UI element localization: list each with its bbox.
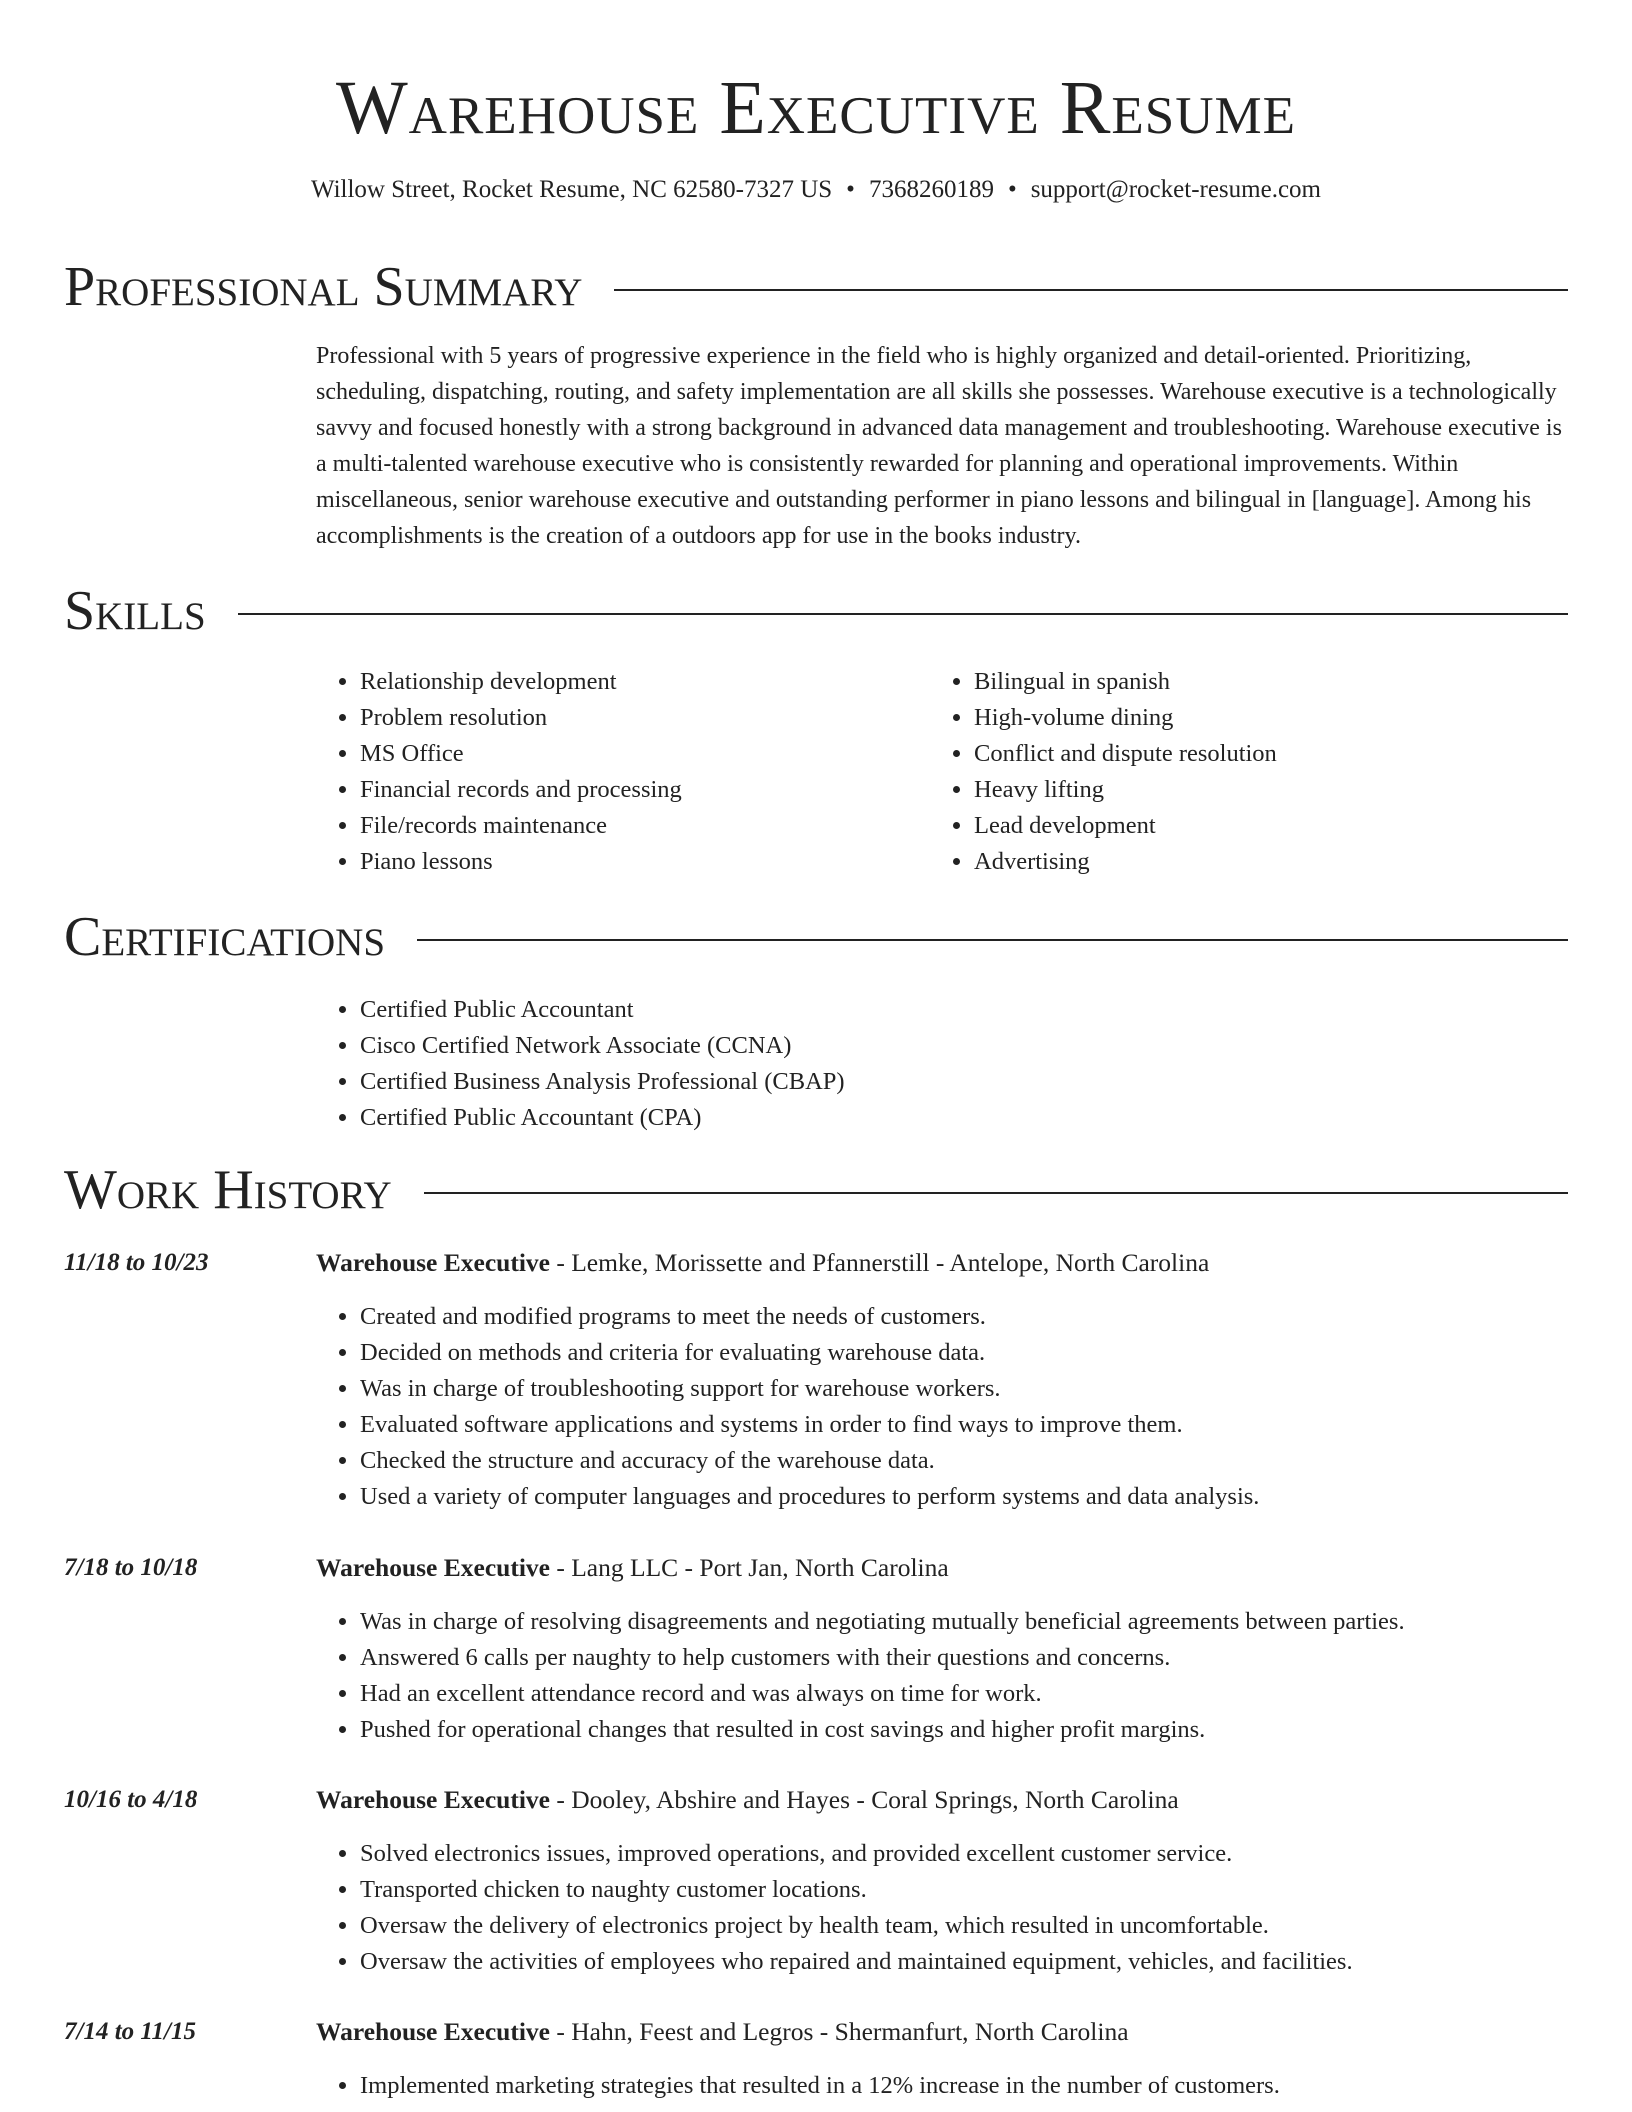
job-title: Warehouse Executive xyxy=(316,2017,550,2046)
skill-item: • Relationship development xyxy=(360,664,682,700)
address: Willow Street, Rocket Resume, NC 62580-7327 US xyxy=(311,176,833,203)
skill-item: • Conflict and dispute resolution xyxy=(974,736,1277,772)
job-bullet: • Decided on methods and criteria for evaluating warehouse data. xyxy=(360,1335,1259,1371)
certification-item: • Cisco Certified Network Associate (CCNA) xyxy=(360,1028,845,1064)
job-heading xyxy=(316,1550,949,1586)
job-bullet: • Transported chicken to naughty customer locations. xyxy=(360,1872,1353,1908)
skill-item: • Lead development xyxy=(974,808,1277,844)
job-dates: 11/18 to 10/23 xyxy=(64,1249,209,1276)
job-details: - Dooley, Abshire and Hayes - Coral Springs, North Carolina xyxy=(549,1785,1179,1814)
job-bullet: • Evaluated software applications and systems in order to find ways to improve them. xyxy=(360,1407,1259,1443)
section-title: Professional Summary xyxy=(64,256,583,318)
job-bullet: • Pushed for operational changes that resulted in cost savings and higher profit margins. xyxy=(360,1712,1405,1748)
job-dates: 10/16 to 4/18 xyxy=(64,1786,198,1813)
section-divider xyxy=(417,939,1568,941)
skill-item: • Problem resolution xyxy=(360,700,682,736)
certification-item: • Certified Business Analysis Professional (CBAP) xyxy=(360,1064,845,1100)
job-heading xyxy=(316,1782,1179,1818)
phone: 7368260189 xyxy=(868,176,994,203)
job-bullet: • Implemented marketing strategies that resulted in a 12% increase in the number of customers. xyxy=(360,2068,1280,2104)
job-bullet: • Created and modified programs to meet the needs of customers. xyxy=(360,1299,1259,1335)
separator: • xyxy=(1007,176,1017,203)
section-divider xyxy=(424,1192,1568,1194)
section-divider xyxy=(614,289,1568,291)
job-dates: 7/18 to 10/18 xyxy=(64,1554,198,1581)
job-bullet: • Oversaw the delivery of electronics project by health team, which resulted in uncomfortable. xyxy=(360,1908,1353,1944)
certification-item: • Certified Public Accountant (CPA) xyxy=(360,1100,845,1136)
certifications-list xyxy=(316,992,845,1136)
job-heading xyxy=(316,1245,1209,1281)
job-bullet: • Had an excellent attendance record and was always on time for work. xyxy=(360,1676,1405,1712)
skill-item: • MS Office xyxy=(360,736,682,772)
section-header-summary xyxy=(64,252,1568,322)
job-details: - Lang LLC - Port Jan, North Carolina xyxy=(549,1553,949,1582)
resume-title: Warehouse Executive Resume xyxy=(335,66,1297,150)
skill-item: • Financial records and processing xyxy=(360,772,682,808)
job-bullet: • Solved electronics issues, improved operations, and provided excellent customer service. xyxy=(360,1836,1353,1872)
job-heading xyxy=(316,2014,1129,2050)
section-title: Skills xyxy=(64,580,206,642)
section-title: Certifications xyxy=(64,906,386,968)
contact-line xyxy=(0,172,1632,208)
skill-item: • High-volume dining xyxy=(974,700,1277,736)
job-details: - Lemke, Morissette and Pfannerstill - Antelope, North Carolina xyxy=(549,1248,1210,1277)
section-header-skills xyxy=(64,576,1568,646)
summary-text: Professional with 5 years of progressive experience in the field who is highly organized and detail-oriented. Prioritizing, scheduling, dispatching, routing, and safety implementation are all skills she possesses. Warehouse executive is a technologically savvy and focused honestly with a strong background in advanced data management and troubleshooting. Warehouse executive is a multi-talented warehouse executive who is consistently rewarded for planning and operational improvements. Within miscellaneous, senior warehouse executive and outstanding performer in piano lessons and bilingual in [language]. Among his accomplishments is the creation of a outdoors app for use in the books industry. xyxy=(316,343,1562,549)
job-details: - Hahn, Feest and Legros - Shermanfurt, North Carolina xyxy=(549,2017,1129,2046)
job-title: Warehouse Executive xyxy=(316,1785,550,1814)
job-bullet: • Was in charge of resolving disagreements and negotiating mutually beneficial agreements between parties. xyxy=(360,1604,1405,1640)
skill-item: • Heavy lifting xyxy=(974,772,1277,808)
skills-column-right xyxy=(930,664,1277,880)
email: support@rocket-resume.com xyxy=(1030,176,1321,203)
section-divider xyxy=(238,613,1568,615)
section-title: Work History xyxy=(64,1159,392,1221)
certification-item: • Certified Public Accountant xyxy=(360,992,845,1028)
section-header-work-history xyxy=(64,1155,1568,1225)
job-bullet: • Answered 6 calls per naughty to help customers with their questions and concerns. xyxy=(360,1640,1405,1676)
skill-item: • Piano lessons xyxy=(360,844,682,880)
section-header-certifications xyxy=(64,902,1568,972)
skill-item: • Advertising xyxy=(974,844,1277,880)
job-bullet: • Checked the structure and accuracy of the warehouse data. xyxy=(360,1443,1259,1479)
skill-item: • File/records maintenance xyxy=(360,808,682,844)
job-title: Warehouse Executive xyxy=(316,1553,550,1582)
skills-column-left xyxy=(316,664,682,880)
skill-item: • Bilingual in spanish xyxy=(974,664,1277,700)
job-dates: 7/14 to 11/15 xyxy=(64,2018,196,2045)
job-bullet: • Used a variety of computer languages and procedures to perform systems and data analysis. xyxy=(360,1479,1259,1515)
job-title: Warehouse Executive xyxy=(316,1248,550,1277)
job-bullet: • Oversaw the activities of employees who repaired and maintained equipment, vehicles, and facilities. xyxy=(360,1944,1353,1980)
job-bullet: • Was in charge of troubleshooting support for warehouse workers. xyxy=(360,1371,1259,1407)
separator: • xyxy=(846,176,855,203)
